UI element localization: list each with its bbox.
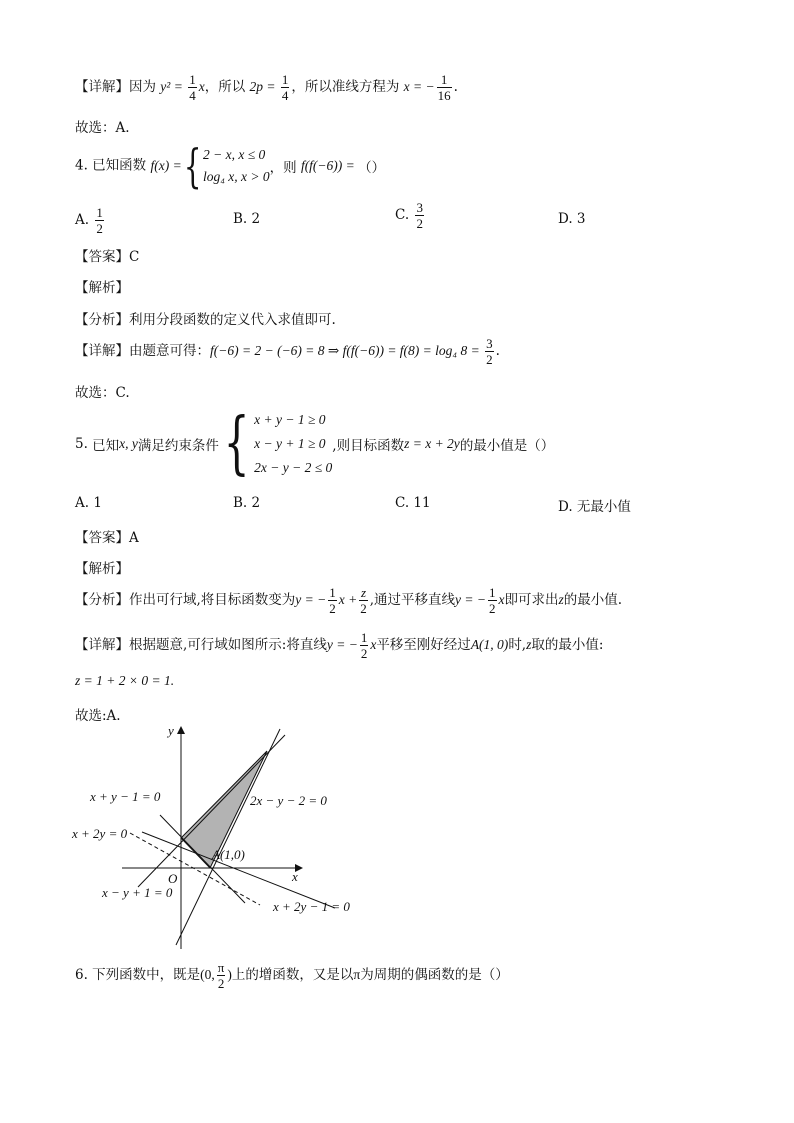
q5-option-a: A. 1 bbox=[75, 495, 102, 511]
piecewise-cases: 2 − x, x ≤ 0 log₄ x, x > 0 bbox=[202, 147, 270, 184]
label-l3: x + 2y = 0 bbox=[72, 826, 128, 841]
q4-option-c: C. $\frac{3}{2}$ bbox=[395, 200, 423, 231]
q5-choice: 故选:A. bbox=[75, 708, 121, 724]
math: x = − bbox=[403, 79, 435, 94]
fraction: $\frac{3}{2}$ bbox=[416, 200, 423, 231]
constraint-cases: x + y − 1 ≥ 0 x − y + 1 ≥ 0 2x − y − 2 ≤ 0 bbox=[254, 412, 333, 475]
math: 2p = bbox=[249, 79, 279, 94]
origin-label: O bbox=[168, 871, 178, 886]
q4-stem: 4. 已知函数 f(x) ={ 2 − x, x ≤ 0 log₄ x, x > 0 ，则 f(f(−6)) = （） bbox=[75, 139, 386, 193]
text: ，所以准线方程为 bbox=[291, 79, 404, 95]
q5-stem: 5. 已知x, y满足约束条件{ x + y − 1 ≥ 0 x − y + 1 ≥ 0 2x − y − 2 ≤ 0 ,则目标函数z = x + 2y的最小值是（） bbox=[75, 404, 555, 483]
fraction: $\frac{1}{4}$ bbox=[281, 72, 289, 103]
q4-detail: 【详解】由题意可得：f(−6) = 2 − (−6) = 8 ⇒ f(f(−6)) = f(8) = log₄ 8 = $\frac{3}{2}$ . bbox=[75, 336, 500, 367]
fraction: $\frac{z}{2}$ bbox=[360, 585, 367, 616]
point-a-label: A(1,0) bbox=[212, 847, 245, 862]
fraction: $\frac{\pi}{2}$ bbox=[217, 960, 225, 991]
q3-choice: 故选：A. bbox=[75, 120, 130, 136]
q5-option-d: D. 无最小值 bbox=[558, 499, 631, 515]
q4-option-b: B. 2 bbox=[233, 211, 261, 227]
label-l1: x + y − 1 = 0 bbox=[90, 789, 161, 804]
q4-jiexi: 【解析】 bbox=[75, 280, 129, 296]
q5-result: z = 1 + 2 × 0 = 1. bbox=[75, 673, 175, 688]
q5-answer: 【答案】A bbox=[75, 530, 139, 546]
y-axis-label: y bbox=[168, 723, 174, 738]
q5-option-c: C. 11 bbox=[395, 495, 431, 511]
label-l5: x + 2y − 1 = 0 bbox=[273, 899, 350, 914]
q3-detail-line: 【详解】因为 y² = $\frac{1}{4}$ x，所以 2p = $\frac{1}{4}$ ，所以准线方程为 x = − $\frac{1}{16}$ . bbox=[75, 72, 458, 103]
brace: { bbox=[183, 139, 202, 193]
q5-option-b: B. 2 bbox=[233, 495, 261, 511]
fraction: $\frac{1}{16}$ bbox=[437, 72, 451, 103]
detail-tag: 【详解】 bbox=[75, 79, 129, 95]
q5-analysis: 【分析】作出可行域,将目标函数变为y = − $\frac{1}{2}$ x + $\frac{z}{2}$ ,通过平移直线y = − $\frac{1}{2}$ x即可求出z的最小值. bbox=[75, 585, 623, 616]
math: x bbox=[198, 79, 205, 94]
x-axis-label: x bbox=[292, 869, 298, 884]
q4-option-a: A. $\frac{1}{2}$ bbox=[75, 205, 103, 236]
math: f(x) = bbox=[150, 158, 182, 173]
q6-stem: 6. 下列函数中，既是(0, $\frac{\pi}{2}$ )上的增函数，又是以π为周期的偶函数的是（） bbox=[75, 960, 509, 991]
feasible-region-figure bbox=[60, 715, 370, 955]
fraction: $\frac{1}{2}$ bbox=[96, 205, 103, 236]
q4-answer: 【答案】C bbox=[75, 249, 140, 265]
fraction: $\frac{3}{2}$ bbox=[486, 336, 493, 367]
text: 因为 bbox=[129, 79, 161, 95]
math: y² = bbox=[160, 79, 187, 94]
q4-option-d: D. 3 bbox=[558, 211, 586, 227]
fraction: $\frac{1}{2}$ bbox=[489, 585, 496, 616]
fraction: $\frac{1}{2}$ bbox=[360, 630, 368, 661]
label-l4: x − y + 1 = 0 bbox=[102, 885, 173, 900]
fraction: $\frac{1}{2}$ bbox=[329, 585, 336, 616]
q4-analysis: 【分析】利用分段函数的定义代入求值即可. bbox=[75, 312, 336, 328]
fraction: $\frac{1}{4}$ bbox=[189, 72, 196, 103]
q5-detail: 【详解】根据题意,可行域如图所示:将直线y = − $\frac{1}{2}$ x平移至刚好经过A(1, 0)时,z取的最小值: bbox=[75, 630, 604, 661]
q5-jiexi: 【解析】 bbox=[75, 561, 129, 577]
brace: { bbox=[223, 404, 250, 483]
text: ，所以 bbox=[204, 79, 250, 95]
q4-choice: 故选：C. bbox=[75, 385, 130, 401]
label-l2: 2x − y − 2 = 0 bbox=[250, 793, 327, 808]
